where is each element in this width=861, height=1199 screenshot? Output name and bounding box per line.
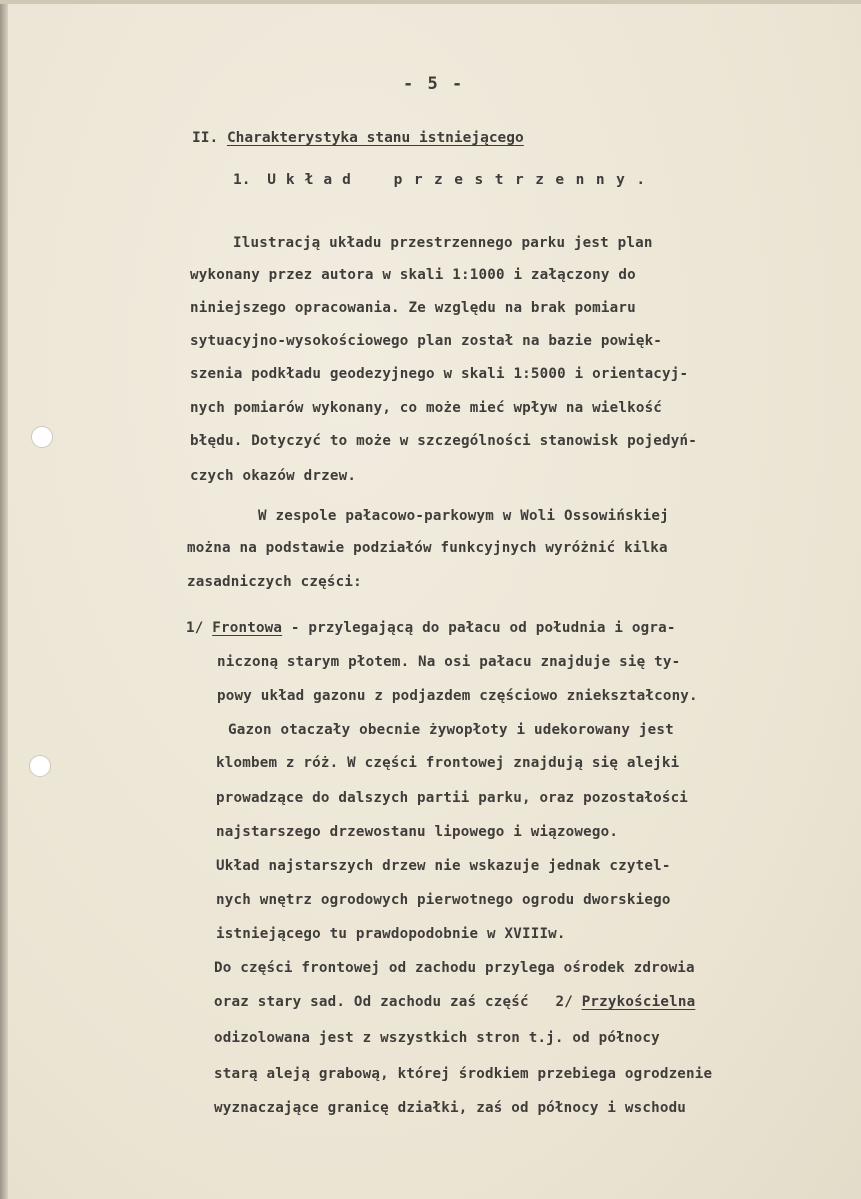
page-number: - 5 - xyxy=(403,74,465,94)
punch-hole xyxy=(31,426,53,448)
list-item-przykoscielna xyxy=(214,992,695,1012)
text-line: Gazon otaczały obecnie żywopłoty i udekorowany jest xyxy=(228,722,674,738)
text-line: wykonany przez autora w skali 1:1000 i załączony do xyxy=(190,267,636,283)
list-marker: 2/ xyxy=(555,994,573,1010)
text-line: niczoną starym płotem. Na osi pałacu znajduje się ty- xyxy=(217,654,681,670)
list-item-name: Frontowa xyxy=(212,620,283,636)
text-line: Układ najstarszych drzew nie wskazuje jednak czytel- xyxy=(216,858,671,874)
text-line: istniejącego tu prawdopodobnie w XVIIIw. xyxy=(216,926,566,942)
list-marker: 1/ xyxy=(186,620,204,636)
list-dash: - xyxy=(290,620,300,636)
text-line: najstarszego drzewostanu lipowego i wiązowego. xyxy=(216,824,619,840)
text-line: oraz stary sad. Od zachodu zaś część xyxy=(214,994,529,1010)
subsection-heading xyxy=(233,172,657,188)
text-line: nych pomiarów wykonany, co może mieć wpływ na wielkość xyxy=(190,400,663,416)
punch-hole xyxy=(29,755,51,777)
text-line: zasadniczych części: xyxy=(187,574,362,590)
text-line: można na podstawie podziałów funkcyjnych wyróżnić kilka xyxy=(187,540,668,556)
text-line: starą aleją grabową, której środkiem przebiega ogrodzenie xyxy=(214,1066,713,1082)
page-top-edge xyxy=(0,0,861,4)
text-line: Do części frontowej od zachodu przylega ośrodek zdrowia xyxy=(214,960,695,976)
text-line: niniejszego opracowania. Ze względu na brak pomiaru xyxy=(190,300,636,316)
text-line: prowadzące do dalszych partii parku, oraz pozostałości xyxy=(216,790,689,806)
text-line: klombem z róż. W części frontowej znajdują się alejki xyxy=(216,755,680,771)
text-line: szenia podkładu geodezyjnego w skali 1:5000 i orientacyj- xyxy=(190,366,689,382)
text-line: sytuacyjno-wysokościowego plan został na bazie powięk- xyxy=(190,333,663,349)
text-line: odizolowana jest z wszystkich stron t.j. od północy xyxy=(214,1030,660,1046)
text-line: powy układ gazonu z podjazdem częściowo zniekształcony. xyxy=(217,688,698,704)
page-edge-shadow xyxy=(0,0,8,1199)
text-line: W zespole pałacowo-parkowym w Woli Ossowińskiej xyxy=(258,508,669,524)
list-item-frontowa xyxy=(186,618,676,638)
subsection-word-1: Układ xyxy=(267,172,361,188)
text-line: wyznaczające granicę działki, zaś od północy i wschodu xyxy=(214,1100,687,1116)
section-heading xyxy=(192,130,524,146)
section-title: Charakterystyka stanu istniejącego xyxy=(226,130,524,146)
list-item-name: Przykościelna xyxy=(581,994,696,1010)
section-number: II. xyxy=(192,130,219,146)
text-line: błędu. Dotyczyć to może w szczególności stanowisk pojedyń- xyxy=(190,433,698,449)
subsection-word-2: przestrzenny. xyxy=(393,172,657,188)
text-line: Ilustracją układu przestrzennego parku jest plan xyxy=(233,235,653,251)
text-line: przylegającą do pałacu od południa i ogra- xyxy=(308,620,676,636)
text-line: nych wnętrz ogrodowych pierwotnego ogrodu dworskiego xyxy=(216,892,671,908)
text-line: czych okazów drzew. xyxy=(190,468,357,484)
subsection-number: 1. xyxy=(233,172,251,188)
